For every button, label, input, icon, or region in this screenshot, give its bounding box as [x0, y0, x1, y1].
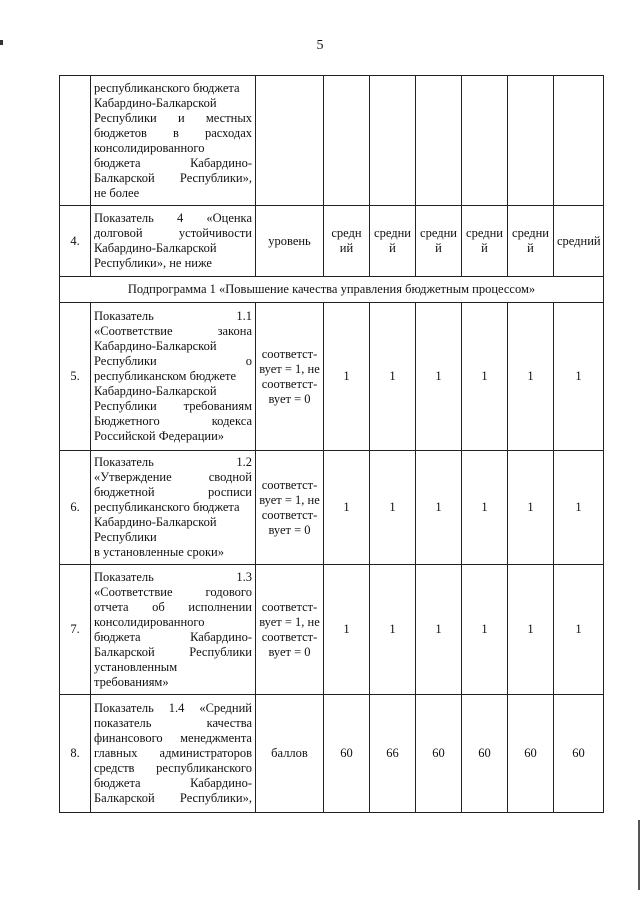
value-year-2: 66: [370, 695, 416, 813]
value-year-3: 1: [416, 303, 462, 451]
value-year-6: 1: [554, 451, 604, 565]
description-line: Республики: [94, 530, 157, 544]
indicator-description: [91, 565, 256, 695]
subprogram-row: [60, 277, 604, 303]
indicator-description: [91, 206, 256, 277]
value-year-4: 1: [462, 451, 508, 565]
description-line: «Соответствие годового: [94, 584, 252, 599]
description-line: Кабардино-Балкарской: [94, 339, 217, 353]
description-line: Республики требованиям: [94, 399, 252, 413]
value-year-3: 1: [416, 451, 462, 565]
description-line: Балкарской Республики»,: [94, 170, 252, 185]
row-number: 4.: [60, 206, 91, 277]
unit-of-measure: уровень: [256, 206, 324, 277]
description-line: «Соответствие закона: [94, 324, 252, 338]
value-year-3: 1: [416, 565, 462, 695]
description-line: долговой устойчивости: [94, 226, 252, 240]
value-year-2: средни й: [370, 206, 416, 277]
value-year-4: 60: [462, 695, 508, 813]
description-line: бюджета Кабардино-: [94, 629, 252, 644]
value-year-5: [508, 76, 554, 206]
indicator-description: [91, 303, 256, 451]
unit-of-measure: [256, 76, 324, 206]
value-year-3: средни й: [416, 206, 462, 277]
value-year-2: [370, 76, 416, 206]
indicator-description: [91, 76, 256, 206]
description-line: показатель качества: [94, 716, 252, 730]
value-year-2: 1: [370, 303, 416, 451]
indicator-description: [91, 451, 256, 565]
table-row: [60, 206, 604, 277]
value-year-2: 1: [370, 565, 416, 695]
description-line: требованиям»: [94, 674, 169, 689]
value-year-4: 1: [462, 303, 508, 451]
description-line: Показатель 4 «Оценка: [94, 211, 252, 225]
unit-of-measure: соответст- вует = 1, не соответст- вует = 0: [256, 451, 324, 565]
value-year-1: 1: [324, 565, 370, 695]
value-year-2: 1: [370, 451, 416, 565]
table-row: [60, 76, 604, 206]
value-year-5: 60: [508, 695, 554, 813]
unit-of-measure: соответст- вует = 1, не соответст- вует = 0: [256, 565, 324, 695]
value-year-1: 1: [324, 451, 370, 565]
value-year-1: 60: [324, 695, 370, 813]
description-line: Балкарской Республики: [94, 644, 252, 659]
description-line: установленным: [94, 659, 178, 674]
description-line: республиканского бюджета: [94, 80, 240, 95]
description-line: Показатель 1.2: [94, 455, 252, 469]
row-number: 7.: [60, 565, 91, 695]
description-line: бюджетов в расходах: [94, 125, 252, 140]
description-line: главных администраторов: [94, 746, 252, 760]
description-line: Показатель 1.3: [94, 569, 252, 584]
table-body: [60, 76, 604, 813]
description-line: Бюджетного кодекса: [94, 414, 252, 428]
row-number: 5.: [60, 303, 91, 451]
unit-of-measure: соответст- вует = 1, не соответст- вует = 0: [256, 303, 324, 451]
description-line: Кабардино-Балкарской: [94, 515, 217, 529]
subprogram-title: Подпрограмма 1 «Повышение качества управления бюджетным процессом»: [60, 277, 604, 303]
table-row: [60, 451, 604, 565]
description-line: не более: [94, 185, 140, 200]
table-row: [60, 303, 604, 451]
description-line: в установленные сроки»: [94, 545, 224, 559]
description-line: «Утверждение сводной: [94, 470, 252, 484]
value-year-4: средни й: [462, 206, 508, 277]
value-year-1: [324, 76, 370, 206]
value-year-5: средни й: [508, 206, 554, 277]
page-number: 5: [316, 38, 324, 53]
indicators-table: [59, 75, 604, 813]
value-year-5: 1: [508, 565, 554, 695]
description-line: Показатель 1.1: [94, 309, 252, 323]
value-year-5: 1: [508, 303, 554, 451]
value-year-6: средний: [554, 206, 604, 277]
row-number: [60, 76, 91, 206]
value-year-6: 60: [554, 695, 604, 813]
description-line: консолидированного: [94, 140, 205, 155]
description-line: отчета об исполнении: [94, 599, 252, 614]
value-year-3: 60: [416, 695, 462, 813]
value-year-4: [462, 76, 508, 206]
description-line: Республики и местных: [94, 110, 252, 125]
description-line: бюджета Кабардино-: [94, 155, 252, 170]
row-number: 8.: [60, 695, 91, 813]
table-row: [60, 695, 604, 813]
unit-of-measure: баллов: [256, 695, 324, 813]
description-line: средств республиканского: [94, 761, 252, 775]
description-line: бюджетной росписи: [94, 485, 252, 499]
value-year-6: 1: [554, 303, 604, 451]
value-year-3: [416, 76, 462, 206]
description-line: Кабардино-Балкарской: [94, 384, 217, 398]
description-line: Балкарской Республики»,: [94, 791, 252, 805]
value-year-1: 1: [324, 303, 370, 451]
description-line: консолидированного: [94, 614, 205, 629]
table-row: [60, 565, 604, 695]
description-line: финансового менеджмента: [94, 731, 252, 745]
value-year-6: 1: [554, 565, 604, 695]
description-line: Кабардино-Балкарской: [94, 241, 217, 255]
row-number: 6.: [60, 451, 91, 565]
indicator-description: [91, 695, 256, 813]
value-year-1: средн ий: [324, 206, 370, 277]
description-line: республиканском бюджете: [94, 369, 237, 383]
description-line: Республики о: [94, 354, 252, 368]
description-line: Республики», не ниже: [94, 256, 212, 270]
value-year-4: 1: [462, 565, 508, 695]
description-line: Кабардино-Балкарской: [94, 95, 217, 110]
description-line: Российской Федерации»: [94, 429, 225, 443]
description-line: бюджета Кабардино-: [94, 776, 252, 790]
description-line: Показатель 1.4 «Средний: [94, 701, 252, 715]
value-year-6: [554, 76, 604, 206]
value-year-5: 1: [508, 451, 554, 565]
description-line: республиканского бюджета: [94, 500, 240, 514]
